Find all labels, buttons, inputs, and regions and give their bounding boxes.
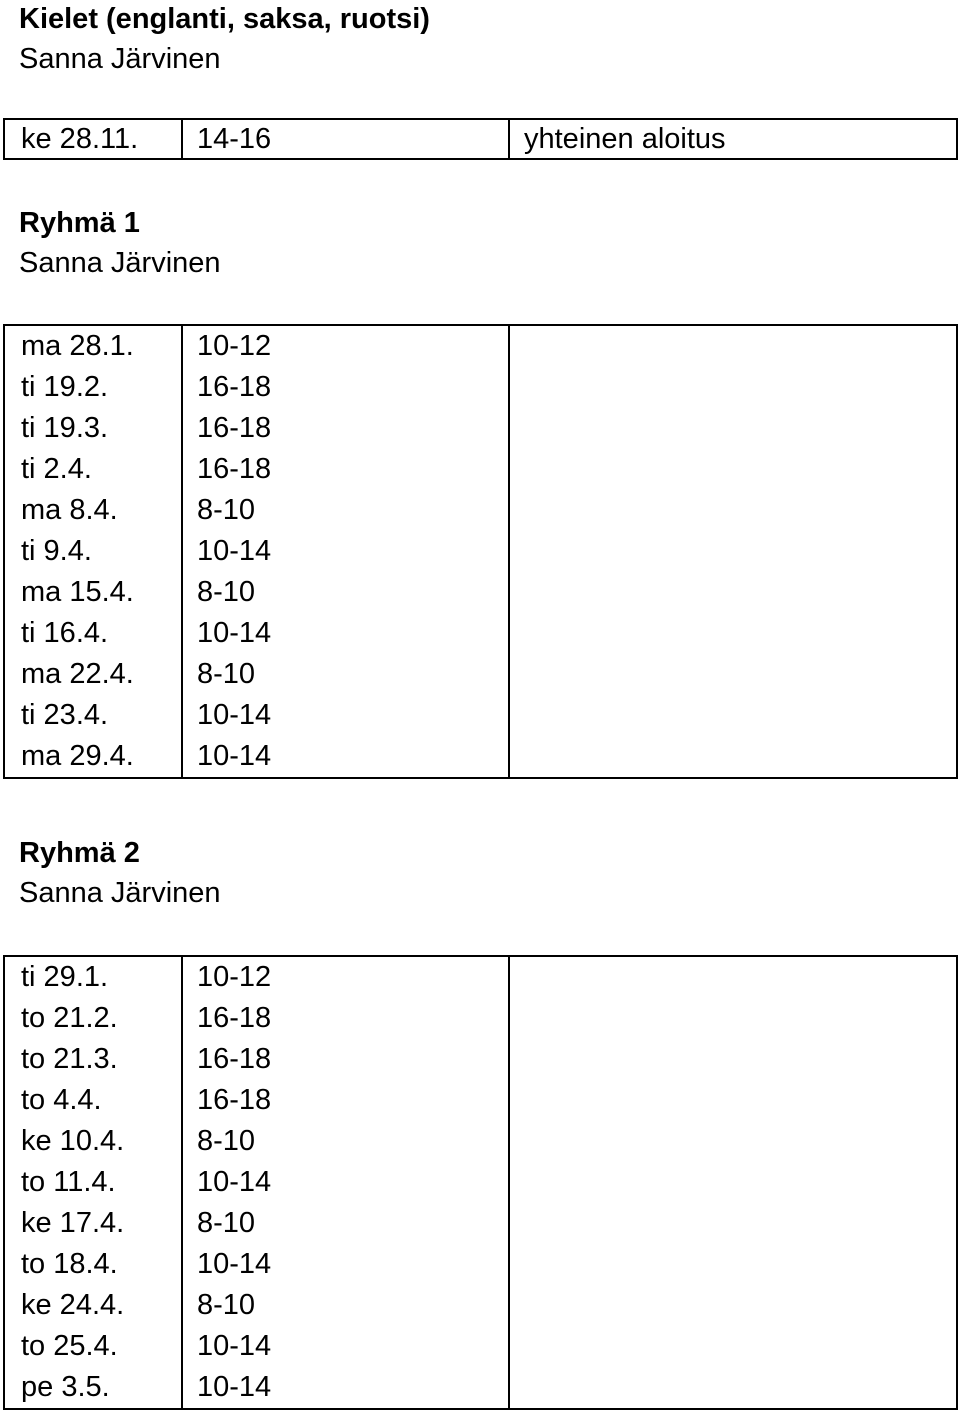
- table-row: [4, 956, 957, 998]
- row-time: 16-18: [182, 1080, 509, 1121]
- group2-teacher: Sanna Järvinen: [19, 877, 221, 909]
- row-empty-cell: [509, 998, 957, 1039]
- table-row: [4, 1367, 957, 1409]
- row-time: 10-12: [182, 325, 509, 367]
- table-row: [4, 1244, 957, 1285]
- row-date: ti 2.4.: [4, 449, 182, 490]
- group2-title: Ryhmä 2: [19, 837, 140, 869]
- table-row: [4, 1080, 957, 1121]
- row-empty-cell: [509, 956, 957, 998]
- row-time: 10-14: [182, 1162, 509, 1203]
- intro-table: [3, 118, 958, 160]
- row-empty-cell: [509, 1244, 957, 1285]
- row-empty-cell: [509, 1203, 957, 1244]
- row-date: ma 28.1.: [4, 325, 182, 367]
- row-date: ti 9.4.: [4, 531, 182, 572]
- table-row: [4, 1162, 957, 1203]
- table-row: [4, 998, 957, 1039]
- group1-header: [19, 203, 221, 283]
- row-time: 10-14: [182, 1326, 509, 1367]
- intro-date: ke 28.11.: [4, 119, 182, 159]
- row-date: ti 16.4.: [4, 613, 182, 654]
- row-empty-cell: [509, 1039, 957, 1080]
- row-date: ti 23.4.: [4, 695, 182, 736]
- group1-title: Ryhmä 1: [19, 207, 140, 239]
- table-row: [4, 408, 957, 449]
- row-time: 10-14: [182, 531, 509, 572]
- intro-note: yhteinen aloitus: [509, 119, 957, 159]
- row-date: to 11.4.: [4, 1162, 182, 1203]
- row-time: 16-18: [182, 449, 509, 490]
- intro-time: 14-16: [182, 119, 509, 159]
- course-teacher: Sanna Järvinen: [19, 43, 221, 75]
- row-empty-cell: [509, 695, 957, 736]
- row-empty-cell: [509, 490, 957, 531]
- row-date: ma 15.4.: [4, 572, 182, 613]
- row-date: ma 8.4.: [4, 490, 182, 531]
- table-row: [4, 1039, 957, 1080]
- row-date: ke 24.4.: [4, 1285, 182, 1326]
- group2-table: [3, 955, 958, 1410]
- row-date: to 21.2.: [4, 998, 182, 1039]
- table-row: [4, 572, 957, 613]
- group1-teacher: Sanna Järvinen: [19, 247, 221, 279]
- row-time: 16-18: [182, 408, 509, 449]
- row-empty-cell: [509, 408, 957, 449]
- table-row: [4, 736, 957, 778]
- row-time: 10-12: [182, 956, 509, 998]
- row-empty-cell: [509, 1367, 957, 1409]
- row-empty-cell: [509, 736, 957, 778]
- row-time: 8-10: [182, 572, 509, 613]
- row-empty-cell: [509, 1326, 957, 1367]
- table-row: [4, 325, 957, 367]
- table-row: [4, 654, 957, 695]
- table-row: [4, 367, 957, 408]
- row-empty-cell: [509, 654, 957, 695]
- table-row: [4, 490, 957, 531]
- row-empty-cell: [509, 1162, 957, 1203]
- row-time: 16-18: [182, 998, 509, 1039]
- group2-header: [19, 833, 221, 913]
- row-date: ma 29.4.: [4, 736, 182, 778]
- row-date: to 18.4.: [4, 1244, 182, 1285]
- row-date: pe 3.5.: [4, 1367, 182, 1409]
- row-time: 10-14: [182, 736, 509, 778]
- row-date: ti 19.3.: [4, 408, 182, 449]
- course-title: Kielet (englanti, saksa, ruotsi): [19, 3, 430, 35]
- table-row: [4, 119, 957, 159]
- row-date: to 21.3.: [4, 1039, 182, 1080]
- table-row: [4, 1326, 957, 1367]
- row-empty-cell: [509, 1121, 957, 1162]
- row-time: 10-14: [182, 695, 509, 736]
- row-empty-cell: [509, 572, 957, 613]
- row-time: 8-10: [182, 490, 509, 531]
- row-date: to 4.4.: [4, 1080, 182, 1121]
- table-row: [4, 695, 957, 736]
- row-empty-cell: [509, 325, 957, 367]
- row-date: ke 10.4.: [4, 1121, 182, 1162]
- row-empty-cell: [509, 1285, 957, 1326]
- row-empty-cell: [509, 1080, 957, 1121]
- table-row: [4, 1203, 957, 1244]
- row-time: 8-10: [182, 1121, 509, 1162]
- row-empty-cell: [509, 531, 957, 572]
- table-row: [4, 1121, 957, 1162]
- row-date: ke 17.4.: [4, 1203, 182, 1244]
- row-time: 16-18: [182, 367, 509, 408]
- row-time: 10-14: [182, 1367, 509, 1409]
- table-row: [4, 449, 957, 490]
- row-time: 8-10: [182, 1203, 509, 1244]
- row-date: to 25.4.: [4, 1326, 182, 1367]
- row-date: ti 19.2.: [4, 367, 182, 408]
- table-row: [4, 531, 957, 572]
- row-date: ma 22.4.: [4, 654, 182, 695]
- row-time: 10-14: [182, 1244, 509, 1285]
- row-time: 8-10: [182, 654, 509, 695]
- row-time: 16-18: [182, 1039, 509, 1080]
- row-empty-cell: [509, 449, 957, 490]
- row-empty-cell: [509, 613, 957, 654]
- course-header: [19, 0, 430, 79]
- row-date: ti 29.1.: [4, 956, 182, 998]
- group1-table: [3, 324, 958, 779]
- table-row: [4, 1285, 957, 1326]
- row-empty-cell: [509, 367, 957, 408]
- row-time: 8-10: [182, 1285, 509, 1326]
- row-time: 10-14: [182, 613, 509, 654]
- table-row: [4, 613, 957, 654]
